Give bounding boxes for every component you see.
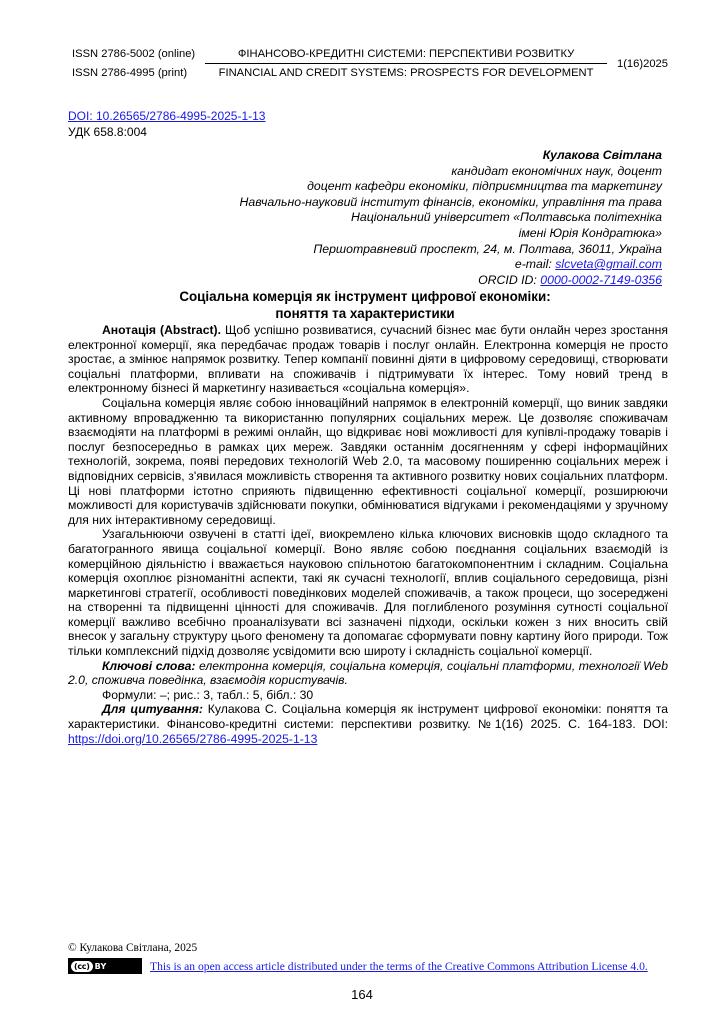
license-row [68, 958, 668, 974]
author-orcid-link[interactable]: 0000-0002-7149-0356 [540, 272, 662, 287]
keywords-label: Ключові слова: [102, 658, 196, 673]
email-label: e-mail: [514, 257, 552, 272]
issn-online: ISSN 2786-5002 (online) [72, 48, 196, 60]
abstract-text-1: Щоб успішно розвиватися, сучасний бізнес має бути онлайн через зростання електронної комерції, яка передбачає продаж товарів і послуг онлайн. Електронна комерція не просто зростає, а змінює напрямок розвитку. Тепер компанії повинні діяти в цифровому середовищі, створювати соціальні платформи, впливати на споживачів і підтримувати їх інтерес. Тому новий тренд в електронному бізнесі й маркетингу називається «соціальна комерція». [68, 323, 668, 396]
abstract-paragraph-3: Узагальнюючи озвучені в статті ідеї, виокремлено кілька ключових висновків щодо складного та багатогранного явища соціальної комерції. Воно являє собою поєднання соціальних взаємодій із комерційною діяльністю і вважається науковою спільнотою багатокомпонентним і складним. Соціальна комерція охоплює різноманітні аспекти, такі як сучасні технології, вплив соціального середовища, різні маркетингові стратегії, особливості поведінкових моделей споживачів, а також процеси, що зосереджені на створенні та підвищенні цінності для споживачів. Для поглибленого розуміння сутності соціальної комерції важливо всебічно проаналізувати всі зазначені підходи, оскільки кожен з них вносить свій внесок у загальну структуру цього феномену та допомагає сформувати повну картину його природи. Тож тільки комплексний підхід дозволяє усвідомити всю широту і складність соціальної комерції. [68, 527, 668, 659]
abstract-paragraph-1 [68, 323, 668, 396]
keywords-text: електронна комерція, соціальна комерція, соціальні платформи, технології Web 2.0, споживча поведінка, взаємодія користувачів. [68, 658, 668, 688]
cc-logo-chip: (cc) [71, 961, 93, 972]
article-title [68, 288, 662, 322]
author-name: Кулакова Світлана [542, 148, 662, 162]
identifiers-block [68, 108, 265, 140]
abstract-section [68, 323, 668, 746]
author-institute: Навчально-науковий інститут фінансів, економіки, управління та права [239, 194, 662, 209]
journal-title-uk: ФІНАНСОВО-КРЕДИТНІ СИСТЕМИ: ПЕРСПЕКТИВИ РОЗВИТКУ [205, 48, 607, 64]
udk-code: УДК 658.8:004 [68, 125, 147, 139]
citation-label: Для цитування: [102, 702, 203, 717]
author-position: доцент кафедри економіки, підприємництва та маркетингу [307, 179, 662, 194]
cc-by-label: BY [94, 961, 107, 971]
author-orcid-row [232, 273, 662, 289]
issn-group [72, 48, 195, 79]
issue-number: 1(16)2025 [616, 57, 668, 70]
keywords-block [68, 659, 668, 688]
doi-link[interactable]: DOI: 10.26565/2786-4995-2025-1-13 [68, 109, 266, 123]
page-number: 164 [351, 987, 373, 1002]
copyright-line: © Кулакова Світлана, 2025 [68, 942, 198, 954]
author-address: Першотравневий проспект, 24, м. Полтава, 36011, Україна [313, 241, 662, 256]
formulas-line [68, 688, 668, 703]
orcid-label: ORCID ID: [478, 272, 537, 287]
license-link[interactable]: This is an open access article distributed under the terms of the Creative Commons Attribution License 4.0. [150, 959, 648, 973]
author-block [232, 148, 662, 288]
abstract-lead-label: Анотація (Abstract). [102, 323, 221, 337]
author-email-link[interactable]: slcveta@gmail.com [555, 257, 662, 272]
formulas-text: Формули: –; рис.: 3, табл.: 5, бібл.: 30 [102, 687, 314, 702]
citation-text: Кулакова С. Соціальна комерція як інструмент цифрової економіки: поняття та характеристики. Фінансово-кредитні системи: перспективи розвитку. №1(16) 2025. С. 164-183. DOI: [68, 702, 668, 732]
journal-title-en: FINANCIAL AND CREDIT SYSTEMS: PROSPECTS FOR DEVELOPMENT [218, 67, 594, 79]
article-title-line1: Соціальна комерція як інструмент цифрової економіки: [179, 289, 551, 304]
issn-print: ISSN 2786-4995 (print) [72, 67, 188, 79]
abstract-paragraph-2: Соціальна комерція являє собою інноваційний напрямок в електронній комерції, що виник завдяки активному впровадженню та використанню популярних соціальних мереж. Це дозволяє споживачам взаємодіяти на платформі в режимі онлайн, що відкриває нові можливості для купівлі-продажу товарів і послуг безпосередньо в рамках цих мереж. Завдяки останнім досягненням у сфері інформаційних технологій, зокрема, появі передових технологій Web 2.0, та масовому поширенню соціальних мереж і відповідних сервісів, з'явилася можливість створення та активного розвитку нових соціальних платформ. Ці нові платформи істотно сприяють підвищенню ефективності соціальної комерції, розширюючи можливості для користувачів здійснювати покупки, обмінюватися відгуками і рекомендаціями у зручному для них інтерактивному середовищі. [68, 395, 668, 527]
running-head [72, 48, 668, 79]
author-university-line1: Національний університет «Полтавська політехніка [351, 210, 662, 225]
author-degree: кандидат економічних наук, доцент [451, 163, 662, 178]
citation-doi-link[interactable]: https://doi.org/10.26565/2786-4995-2025-1-13 [68, 731, 318, 746]
author-email-row [232, 257, 662, 273]
journal-title-group [195, 48, 617, 79]
article-title-line2: поняття та характеристики [275, 306, 455, 321]
author-university-line2: імені Юрія Кондратюка» [518, 225, 662, 240]
creative-commons-badge-icon[interactable] [68, 958, 142, 974]
page-footer [68, 941, 668, 974]
citation-block [68, 702, 668, 746]
